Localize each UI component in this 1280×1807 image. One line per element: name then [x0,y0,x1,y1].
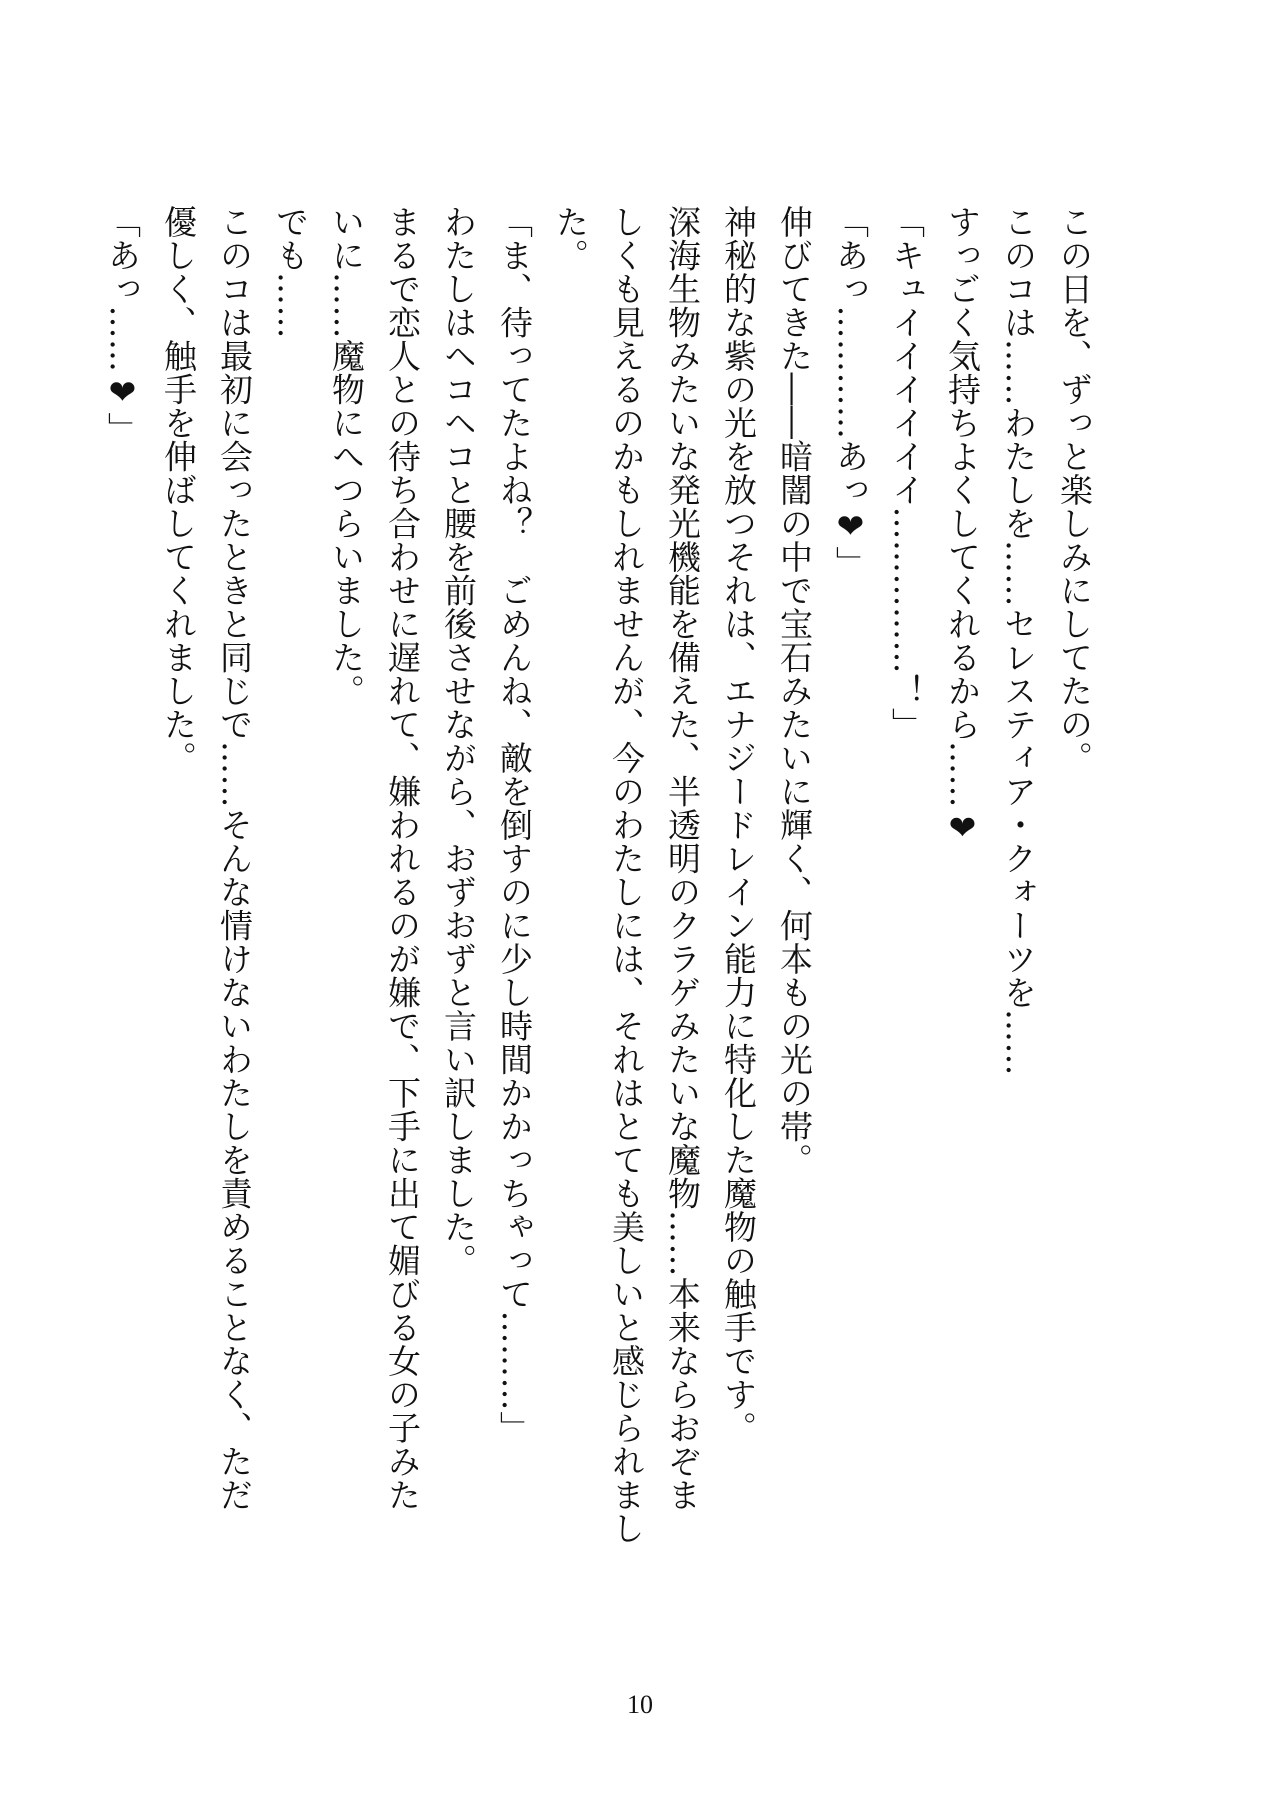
text-line: この日を、ずっと楽しみにしてたの。 [1055,205,1094,775]
text-line: 伸びてきた――暗闇の中で宝石みたいに輝く、何本もの光の帯。 [775,205,814,1177]
page-number: 10 [627,1690,653,1719]
text-line: 優しく、触手を伸ばしてくれました。 [159,205,198,775]
text-line: すっごく気持ちよくしてくれるから……❤ [943,205,982,848]
text-line: 神秘的な紫の光を放つそれは、エナジードレイン能力に特化した魔物の触手です。 [719,205,758,1445]
text-line: しくも見えるのかもしれませんが、今のわたしには、それはとても美しいと感じられまし [607,205,646,1545]
text-line: 「あっ…………あっ❤」 [831,205,870,580]
text-line: 「ま、待ってたよね？ ごめんね、敵を倒すのに少し時間かかっちゃって………」 [495,205,534,1445]
text-line: まるで恋人との待ち合わせに遅れて、嫌われるのが嫌で、下手に出て媚びる女の子みた [383,205,422,1512]
vertical-text-block [103,205,1102,1545]
text-line: 「あっ……❤」 [103,205,142,446]
text-line: た。 [551,205,590,272]
text-line: 深海生物みたいな発光機能を備えた、半透明のクラゲみたいな魔物……本来ならおぞま [663,205,702,1512]
text-line: わたしはヘコヘコと腰を前後させながら、おずおずと言い訳しました。 [439,205,478,1277]
text-line: このコは……わたしを……セレスティア・クォーツを…… [999,205,1038,1076]
text-line: このコは最初に会ったときと同じで……そんな情けないわたしを責めることなく、ただ [215,205,254,1512]
text-line: いに……魔物にへつらいました。 [327,205,366,708]
text-line: でも…… [271,205,310,339]
text-line: 「キュイイイイイイ……………！」 [887,205,926,741]
